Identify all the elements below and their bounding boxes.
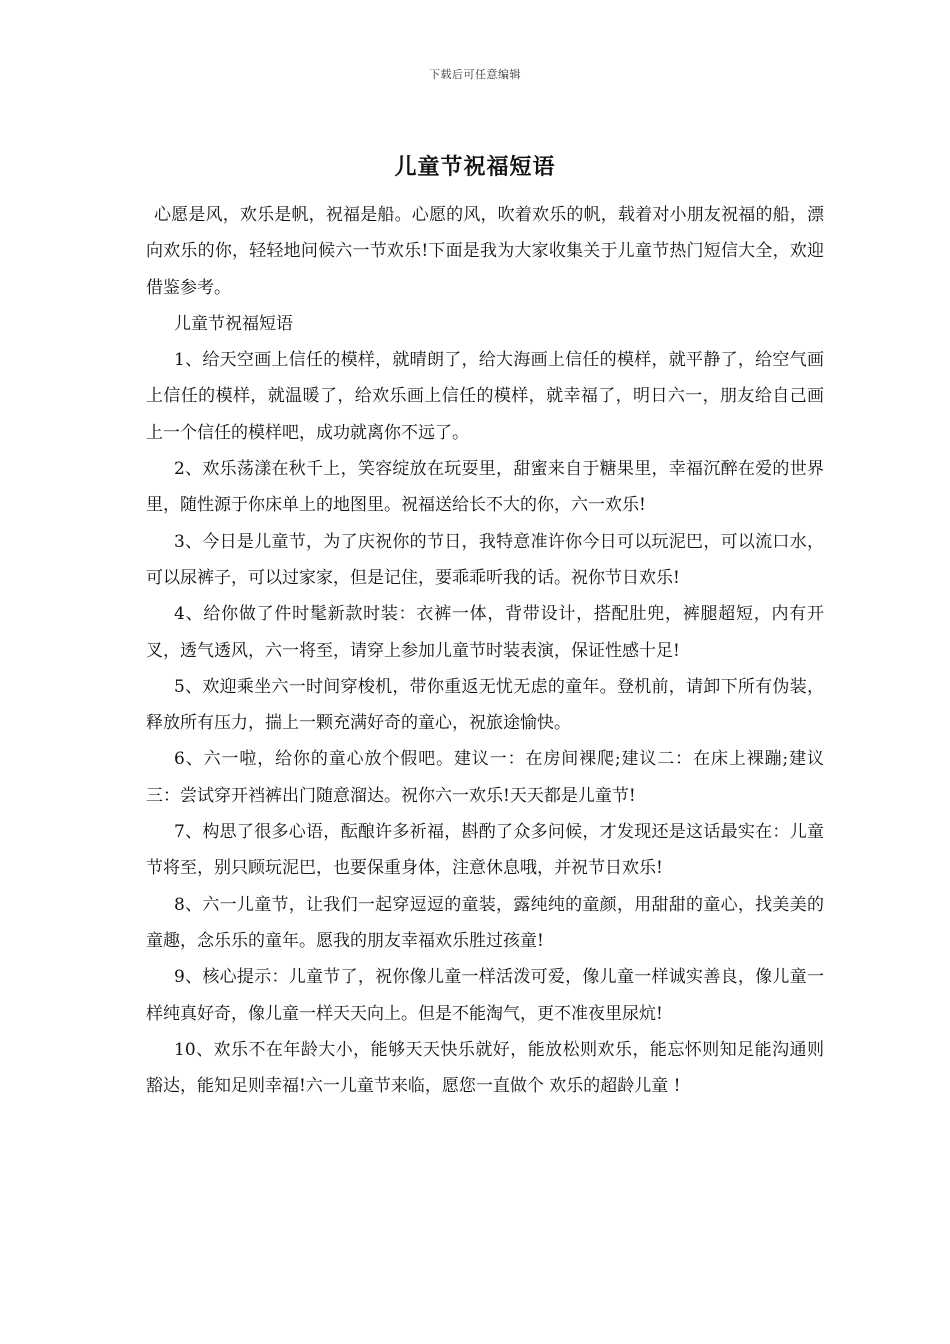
- list-item: 3、今日是儿童节，为了庆祝你的节日，我特意准许你今日可以玩泥巴，可以流口水，可以尿裤子，可以过家家，但是记住，要乖乖听我的话。祝你节日欢乐!: [146, 531, 824, 588]
- list-item: 5、欢迎乘坐六一时间穿梭机，带你重返无忧无虑的童年。登机前，请卸下所有伪装，释放所有压力，揣上一颗充满好奇的童心，祝旅途愉快。: [146, 676, 824, 734]
- list-item: 4、给你做了件时髦新款时装：衣裤一体，背带设计，搭配肚兜，裤腿超短，内有开叉，透气透风，六一将至，请穿上参加儿童节时装表演，保证性感十足!: [146, 604, 824, 661]
- intro-paragraph: 心愿是风，欢乐是帆，祝福是船。心愿的风，吹着欢乐的帆，载着对小朋友祝福的船，漂向欢乐的你，轻轻地问候六一节欢乐!下面是我为大家收集关于儿童节热门短信大全，欢迎借鉴参考。: [146, 205, 824, 298]
- document-title: 儿童节祝福短语: [394, 154, 556, 180]
- section-subtitle: 儿童节祝福短语: [174, 313, 293, 334]
- list-item: 10、欢乐不在年龄大小，能够天天快乐就好，能放松则欢乐，能忘怀则知足能沟通则豁达，能知足则幸福!六一儿童节来临，愿您一直做个 欢乐的超龄儿童 !: [146, 1039, 824, 1097]
- list-item: 6、六一啦，给你的童心放个假吧。建议一：在房间裸爬;建议二：在床上裸蹦;建议三：尝试穿开裆裤出门随意溜达。祝你六一欢乐!天天都是儿童节!: [146, 749, 824, 806]
- list-item: 9、核心提示：儿童节了，祝你像儿童一样活泼可爱，像儿童一样诚实善良，像儿童一样纯真好奇，像儿童一样天天向上。但是不能淘气，更不准夜里尿炕!: [146, 967, 824, 1024]
- list-item: 8、六一儿童节，让我们一起穿逗逗的童装，露纯纯的童颜，用甜甜的童心，找美美的童趣，念乐乐的童年。愿我的朋友幸福欢乐胜过孩童!: [146, 894, 824, 951]
- list-item: 7、构思了很多心语，酝酿许多祈福，斟酌了众多问候，才发现还是这话最实在：儿童节将至，别只顾玩泥巴，也要保重身体，注意休息哦，并祝节日欢乐!: [146, 822, 824, 879]
- list-item: 1、给天空画上信任的模样，就晴朗了，给大海画上信任的模样，就平静了，给空气画上信任的模样，就温暖了，给欢乐画上信任的模样，就幸福了，明日六一，朋友给自己画上一个信任的模样吧，成功就离你不远了。: [146, 350, 824, 443]
- list-item: 2、欢乐荡漾在秋千上，笑容绽放在玩耍里，甜蜜来自于糖果里，幸福沉醉在爱的世界里，随性源于你床单上的地图里。祝福送给长不大的你，六一欢乐!: [146, 459, 824, 516]
- document-body: [146, 197, 824, 1104]
- page-header: 下载后可任意编辑: [429, 68, 521, 81]
